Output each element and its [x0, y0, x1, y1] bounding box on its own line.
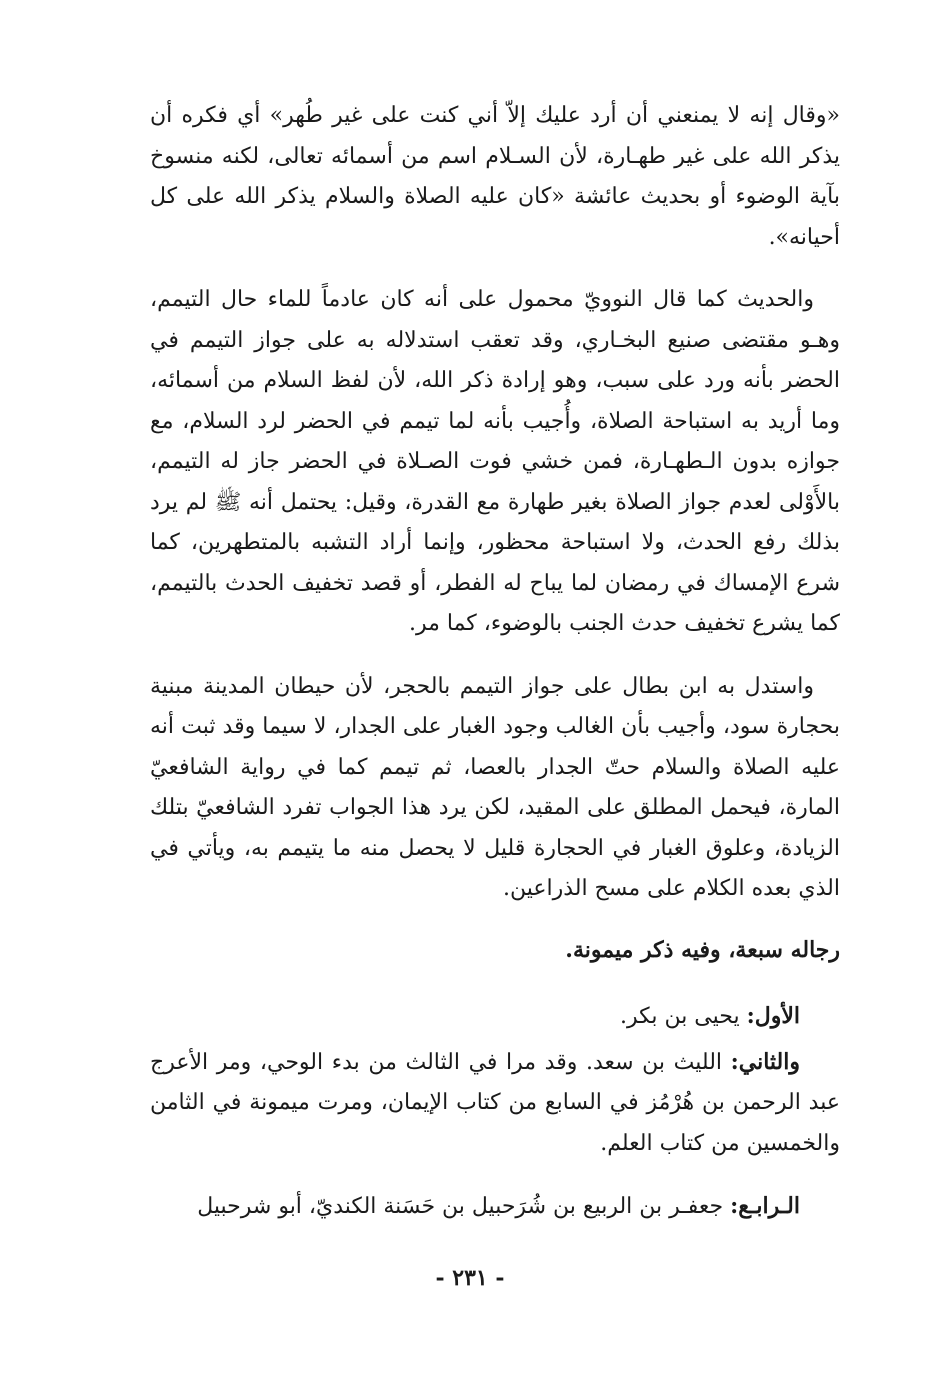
narrator-text: جعفـر بن الربيع بن شُرَحبيل بن حَسَنة الكنديّ، أبو شرحبيل: [197, 1194, 731, 1219]
narrator-label: والثاني:: [730, 1048, 800, 1075]
narrator-entry-fourth: [150, 1186, 840, 1228]
paragraph-ibn-battal-commentary: واستدل به ابن بطال على جواز التيمم بالحجر، لأن حيطان المدينة مبنية بحجارة سود، وأجيب بأن الغالب وجود الغبار على الجدار، لا سيما وقد ثبت أنه عليه الصلاة والسلام حتّ الجدار بالعصا، ثم تيمم كما في رواية الشافعيّ المارة، فيحمل المطلق على المقيد، لكن يرد هذا الجواب تفرد الشافعيّ بتلك الزيادة، وعلوق الغبار في الحجارة قليل لا يحصل منه ما يتيمم به، ويأتي في الذي بعده الكلام على مسح الذراعين.: [150, 673, 840, 901]
page-body: [150, 96, 840, 1228]
narrator-entry-first: [150, 996, 840, 1038]
paragraph-nawawi-commentary: والحديث كما قال النوويّ محمول على أنه كان عادماً للماء حال التيمم، وهـو مقتضى صنيع البخـاري، وقد تعقب استدلاله به على جواز التيمم في الحضر بأنه ورد على سبب، وهو إرادة ذكر الله، لأن لفظ السلام من أسمائه، وما أريد به استباحة الصلاة، وأُجيب بأنه لما تيمم في الحضر لرد السلام، مع جوازه بدون الـطهـارة، فمن خشي فوت الصـلاة في الحضر جاز له التيمم، بالأَوْلى لعدم جواز الصلاة بغير طهارة مع القدرة، وقيل: يحتمل أنه ﷺ لم يرد بذلك رفع الحدث، ولا استباحة محظور، وإنما أراد التشبه بالمتطهرين، كما شرع الإمساك في رمضان لما يباح له الفطر، أو قصد تخفيف الحدث بالتيمم، كما يشرع تخفيف حدث الجنب بالوضوء، كما مر.: [150, 287, 840, 636]
page-number: - ٢٣١ -: [435, 1265, 505, 1291]
narrator-label: الأول:: [746, 1003, 800, 1029]
narrator-entry-second: [150, 1042, 840, 1165]
narrator-text: الليث بن سعد. وقد مرا في الثالث من بدء الوحي، ومر الأعرج عبد الرحمن بن هُرْمُز في السابع من كتاب الإيمان، ومرت ميمونة في الثامن والخمسين من كتاب العلم.: [150, 1049, 840, 1156]
narrator-label: الـرابـع:: [730, 1193, 800, 1219]
narrator-text: يحيى بن بكر.: [620, 1004, 747, 1029]
narrators-heading: رجاله سبعة، وفيه ذكر ميمونة.: [565, 936, 840, 963]
paragraph-hadith-explanation: «وقال إنه لا يمنعني أن أرد عليك إلاّ أني كنت على غير طُهر» أي فكره أن يذكر الله على غير طهـارة، لأن السـلام اسم من أسمائه تعالى، لكنه منسوخ بآية الوضوء أو بحديث عائشة «كان عليه الصلاة والسلام يذكر الله على كل أحيانه».: [150, 103, 840, 250]
